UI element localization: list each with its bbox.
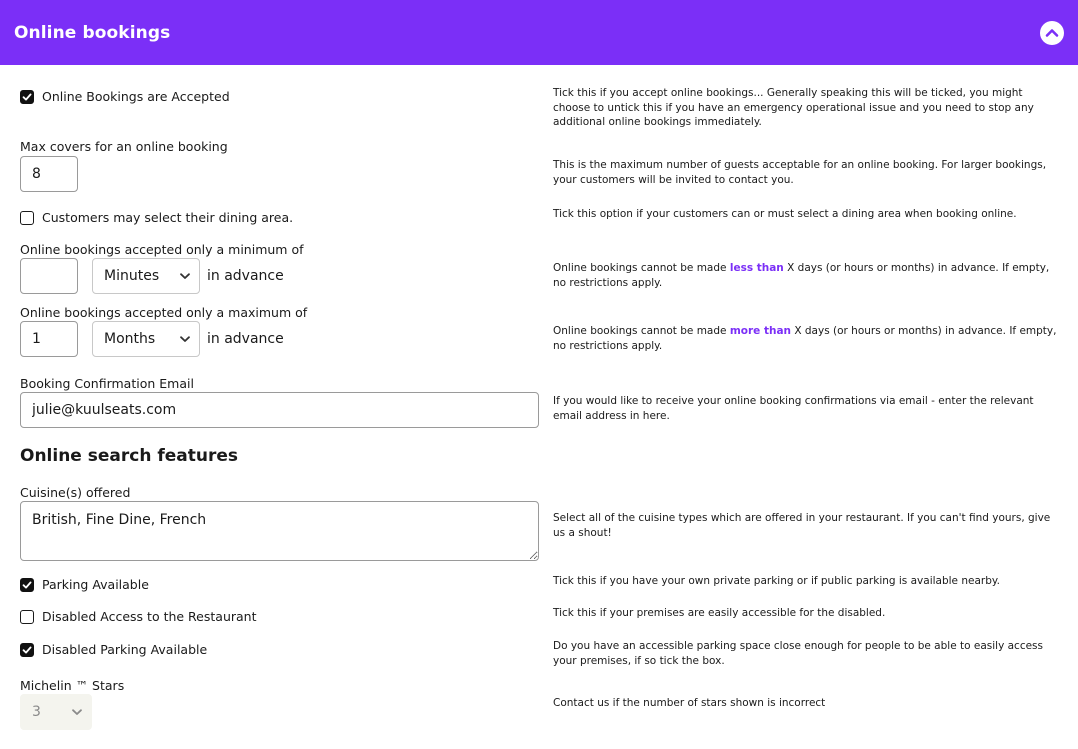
disabled-parking-row: [20, 642, 207, 657]
disabled-access-label: Disabled Access to the Restaurant: [42, 609, 257, 624]
min-advance-help-strong: less than: [729, 262, 784, 274]
michelin-value: 3: [32, 704, 41, 720]
max-covers-label: Max covers for an online booking: [20, 139, 228, 154]
max-covers-help: This is the maximum number of guests acceptable for an online booking. For larger bookings, your customers will be invited to contact you.: [553, 159, 1047, 186]
panel-header: [0, 0, 1078, 65]
disabled-access-help: Tick this if your premises are easily accessible for the disabled.: [553, 607, 886, 619]
michelin-label: Michelin ™ Stars: [20, 678, 125, 693]
cuisines-label: Cuisine(s) offered: [20, 485, 131, 500]
disabled-access-checkbox[interactable]: [20, 610, 34, 624]
collapse-button[interactable]: [1040, 21, 1064, 45]
disabled-access-row: [20, 609, 256, 624]
max-advance-help: [553, 324, 1058, 353]
search-features-heading: Online search features: [20, 446, 239, 466]
min-advance-label: Online bookings accepted only a minimum of: [20, 242, 304, 257]
max-advance-help-pre: Online bookings cannot be made: [553, 325, 730, 337]
max-advance-help-strong: more than: [729, 325, 792, 337]
disabled-parking-checkbox[interactable]: [20, 643, 34, 657]
michelin-select[interactable]: [20, 694, 92, 730]
dining-area-checkbox[interactable]: [20, 211, 34, 225]
parking-checkbox[interactable]: [20, 578, 34, 592]
check-icon: [22, 645, 32, 655]
dining-area-label: Customers may select their dining area.: [42, 210, 294, 225]
michelin-help: Contact us if the number of stars shown is incorrect: [553, 697, 826, 709]
chevron-down-icon: [179, 270, 191, 282]
accepted-label: Online Bookings are Accepted: [42, 89, 230, 104]
min-advance-input[interactable]: [20, 258, 78, 294]
min-advance-help-post: X days (or hours or months) in advance. If empty, no restrictions apply.: [553, 262, 1050, 289]
confirmation-email-label: Booking Confirmation Email: [20, 376, 194, 391]
disabled-parking-help: Do you have an accessible parking space close enough for people to be able to easily access your premises, if so tick the box.: [553, 640, 1043, 667]
cuisines-textarea[interactable]: [20, 501, 539, 561]
parking-help: Tick this if you have your own private parking or if public parking is available nearby.: [553, 575, 1000, 587]
parking-row: [20, 577, 149, 592]
max-advance-help-post: X days (or hours or months) in advance. If empty, no restrictions apply.: [553, 325, 1057, 352]
check-icon: [22, 580, 32, 590]
max-advance-unit-select[interactable]: [92, 321, 200, 357]
check-icon: [22, 92, 32, 102]
accepted-help: Tick this if you accept online bookings... Generally speaking this will be ticked, you might choose to untick this if you have an emergency operational issue and you need to stop any additional online bookings immediately.: [553, 87, 1034, 128]
min-advance-suffix: in advance: [207, 268, 284, 284]
confirmation-email-input[interactable]: [20, 392, 539, 428]
min-advance-help: [553, 261, 1058, 290]
max-advance-label: Online bookings accepted only a maximum of: [20, 305, 308, 320]
max-covers-input[interactable]: [20, 156, 78, 192]
chevron-up-icon: [1045, 26, 1059, 40]
chevron-down-icon: [179, 333, 191, 345]
parking-label: Parking Available: [42, 577, 149, 592]
cuisines-help: Select all of the cuisine types which are offered in your restaurant. If you can't find yours, give us a shout!: [553, 512, 1051, 539]
panel-title: Online bookings: [14, 22, 171, 43]
min-advance-unit-value: Minutes: [104, 268, 160, 284]
max-advance-suffix: in advance: [207, 331, 284, 347]
min-advance-unit-select[interactable]: [92, 258, 200, 294]
dining-area-row: [20, 210, 293, 225]
accepted-checkbox[interactable]: [20, 90, 34, 104]
max-advance-unit-value: Months: [104, 331, 156, 347]
accepted-row: [20, 89, 230, 104]
max-advance-input[interactable]: [20, 321, 78, 357]
chevron-down-icon: [71, 706, 83, 718]
disabled-parking-label: Disabled Parking Available: [42, 642, 208, 657]
min-advance-help-pre: Online bookings cannot be made: [553, 262, 730, 274]
dining-area-help: Tick this option if your customers can or must select a dining area when booking online.: [553, 208, 1017, 220]
confirmation-email-help: If you would like to receive your online booking confirmations via email - enter the relevant email address in here.: [553, 395, 1034, 422]
